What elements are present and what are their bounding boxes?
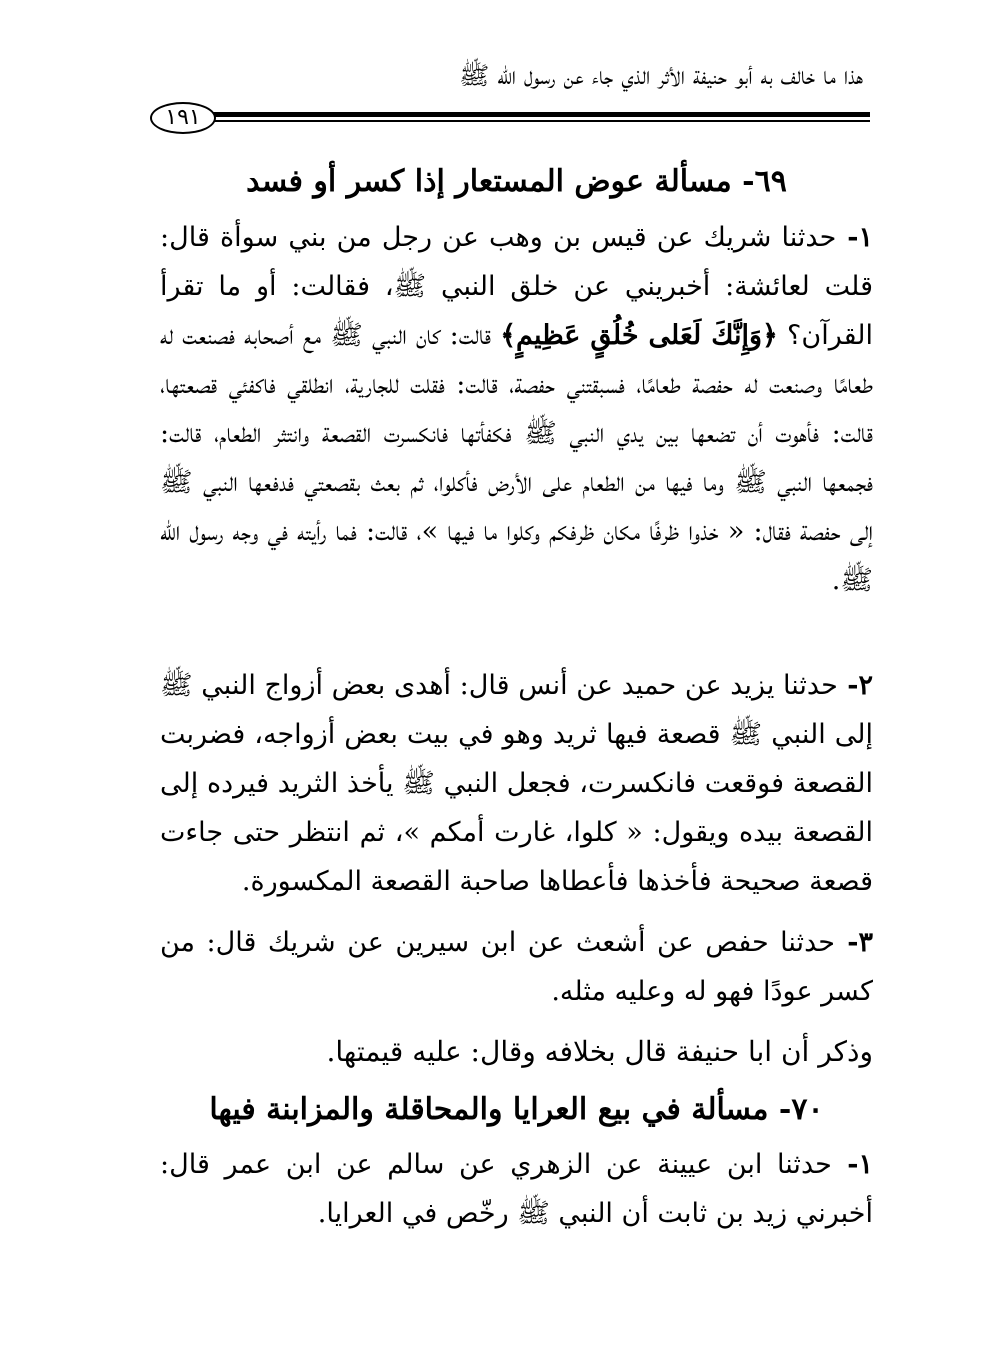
hadith-69-2 [160,661,873,906]
hadith-70-1 [160,1140,873,1238]
hadith-text: حدثنا حفص عن أشعث عن ابن سيرين عن شريك قال: من كسر عودًا فهو له وعليه مثله. [160,927,873,1007]
hadith-number: ١- [836,222,873,253]
hadith-number: ١- [831,1149,874,1180]
hadith-69-3 [160,918,873,1016]
header-rule-thick [210,112,870,117]
header-rule [150,100,870,134]
hadith-number: ٢- [837,670,873,701]
hadith-text-part-2: قالت: كان النبي ﷺ مع أصحابه فصنعت له طعامًا وصنعت له حفصة طعامًا، فسبقتني حفصة، قالت: فقلت للجارية، انطلقي فاكفئي قصعتها، قالت: فأهوت أن تضعها بين يدي النبي ﷺ فكفأتها فانكسرت القصعة وانتثر الطعام، قالت: فجمعها النبي ﷺ وما فيها من الطعام على الأرض فأكلوا، ثم بعث بقصعتي فدفعها النبي ﷺ إلى حفصة فقال: « خذوا ظرفًا مكان ظرفكم وكلوا ما فيها »، قالت: فما رأيته في وجه رسول الله ﷺ. [160,320,873,596]
header-rule-thin [210,120,870,122]
hadith-text: حدثنا يزيد عن حميد عن أنس قال: أهدى بعض أزواج النبي ﷺ إلى النبي ﷺ قصعة فيها ثريد وهو في بيت بعض أزواجه، فضربت القصعة فوقعت فانكسرت، فجعل النبي ﷺ يأخذ الثريد فيرده إلى القصعة بيده ويقول: « كلوا، غارت أمكم »، ثم انتظر حتى جاءت قصعة صحيحة فأخذها فأعطاها صاحبة القصعة المكسورة. [160,670,873,897]
section-70-heading: ٧٠- مسألة في بيع العرايا والمحاقلة والمزابنة فيها [209,1092,824,1127]
page-number: ١٩١ [150,102,216,134]
hadith-69-1 [160,213,873,605]
hadith-number: ٣- [834,927,873,958]
running-title: هذا ما خالف به أبو حنيفة الأثر الذي جاء عن رسول الله ﷺ [459,61,863,90]
hadith-text: حدثنا ابن عيينة عن الزهري عن سالم عن ابن عمر قال: أخبرني زيد بن ثابت أن النبي ﷺ رخّص في العرايا. [160,1149,873,1229]
section-69-heading: ٦٩- مسألة عوض المستعار إذا كسر أو فسد [246,164,787,199]
hadith-text-part-1: حدثنا شريك عن قيس بن وهب عن رجل من بني سوأة قال: قلت لعائشة: أخبريني عن خلق النبي ﷺ، فقالت: أو ما تقرأ القرآن؟ [160,222,873,351]
quran-verse: ﴿وَإِنَّكَ لَعَلى خُلُقٍ عَظِيمٍ﴾ [500,320,778,351]
abu-hanifa-note: وذكر أن ابا حنيفة قال بخلافه وقال: عليه قيمتها. [326,1035,873,1068]
